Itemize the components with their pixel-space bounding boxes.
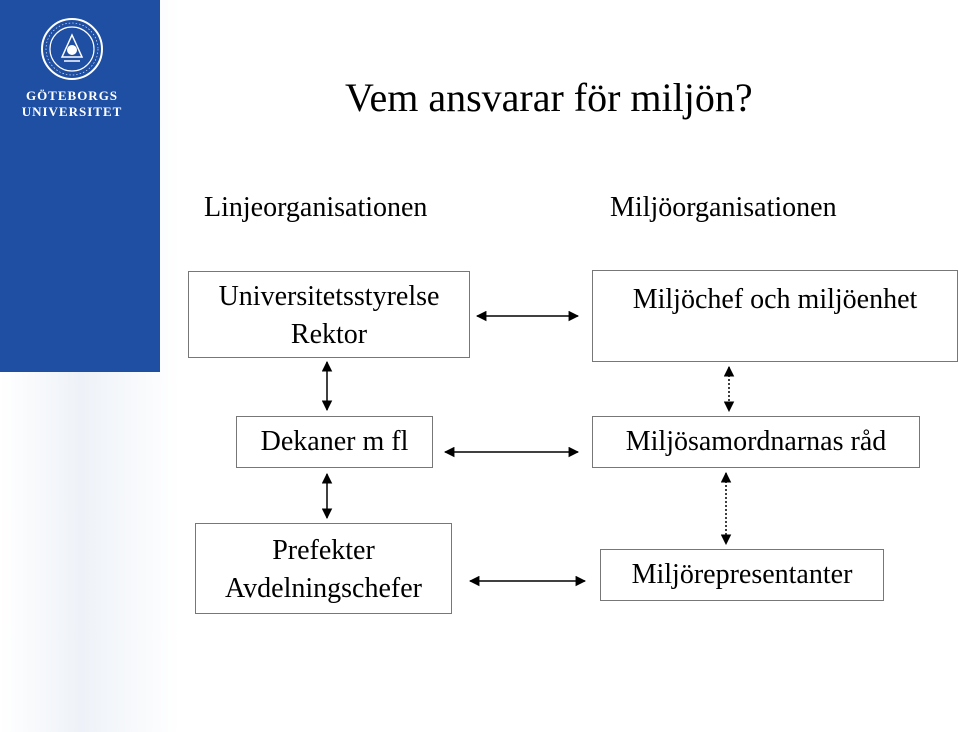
slide-title: Vem ansvarar för miljön? [345,75,753,120]
logo-text-line1: GÖTEBORGS [25,88,119,103]
right-column-heading: Miljöorganisationen [610,192,837,223]
left-column-heading: Linjeorganisationen [204,192,428,223]
box-line: Universitetsstyrelse [218,281,440,312]
box-line: Rektor [290,319,368,350]
box-line: Avdelningschefer [225,573,422,604]
box-line: Miljösamordnarnas råd [625,426,887,457]
logo-text-line2: UNIVERSITET [21,104,123,119]
box-line: Dekaner m fl [260,426,409,457]
box-line: Miljöchef och miljöenhet [632,284,918,315]
box-line: Miljörepresentanter [631,559,853,590]
box-line: Prefekter [272,535,375,566]
